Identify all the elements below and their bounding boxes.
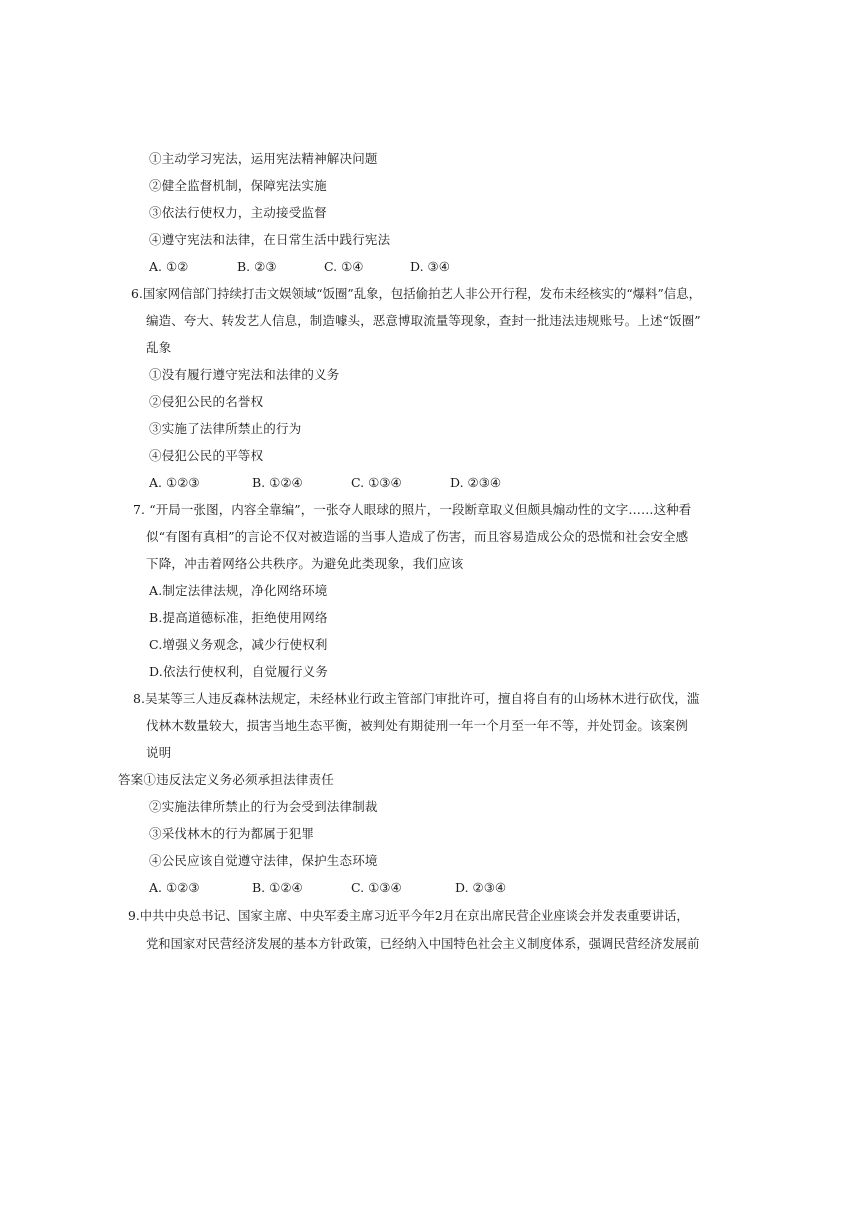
q5-item-1: ①主动学习宪法，运用宪法精神解决问题 — [149, 151, 378, 166]
q5-option-d: D. ③④ — [410, 259, 450, 274]
q8-option-d: D. ②③④ — [455, 880, 507, 895]
q6-stem-line-3: 乱象 — [146, 340, 172, 355]
q6-stem-line-1: 6.国家网信部门持续打击文娱领域“饭圈”乱象，包括偷拍艺人非公开行程，发布未经核实的“爆料”信息， — [131, 286, 701, 301]
q5-option-c: C. ①④ — [324, 259, 364, 274]
q6-item-1: ①没有履行遵守宪法和法律的义务 — [149, 367, 340, 382]
q8-item-4: ④公民应该自觉遵守法律，保护生态环境 — [149, 853, 378, 868]
q8-option-c: C. ①③④ — [351, 880, 402, 895]
q6-option-a: A. ①②③ — [149, 475, 200, 490]
q7-stem-line-3: 下降，冲击着网络公共秩序。为避免此类现象，我们应该 — [146, 556, 464, 571]
q8-item-1: 答案①违反法定义务必须承担法律责任 — [118, 772, 334, 787]
q6-item-2: ②侵犯公民的名誉权 — [149, 394, 264, 409]
q6-options — [149, 475, 529, 491]
q9-stem-line-2: 党和国家对民营经济发展的基本方针政策，已经纳入中国特色社会主义制度体系，强调民营经济发展前 — [146, 937, 700, 951]
q5-option-a: A. ①② — [149, 259, 189, 274]
q7-stem-line-1: 7. “开局一张图，内容全靠编”，一张夺人眼球的照片，一段断章取义但颇具煽动性的文字……这种看 — [133, 502, 692, 517]
q6-option-c: C. ①③④ — [351, 475, 402, 490]
q8-item-3: ③采伐林木的行为都属于犯罪 — [149, 826, 315, 841]
q6-stem-line-2: 编造、夸大、转发艺人信息，制造噱头，恶意博取流量等现象，查封一批违法违规账号。上述“饭圈” — [146, 313, 701, 328]
q8-stem-line-3: 说明 — [146, 745, 172, 760]
q6-option-b: B. ①②④ — [252, 475, 303, 490]
q7-option-d: D.依法行使权利，自觉履行义务 — [149, 664, 329, 679]
q8-options — [149, 880, 529, 896]
q8-option-a: A. ①②③ — [149, 880, 200, 895]
q8-option-b: B. ①②④ — [252, 880, 303, 895]
q5-item-4: ④遵守宪法和法律，在日常生活中践行宪法 — [149, 232, 391, 247]
q7-stem-line-2: 似“有图有真相”的言论不仅对被造谣的当事人造成了伤害，而且容易造成公众的恐慌和社会安全感 — [146, 529, 689, 544]
q9-stem-line-1: 9.中共中央总书记、国家主席、中央军委主席习近平今年2月在京出席民营企业座谈会并发表重要讲话， — [128, 909, 689, 923]
q5-options — [149, 259, 489, 275]
q5-item-2: ②健全监督机制，保障宪法实施 — [149, 178, 327, 193]
q5-item-3: ③依法行使权力，主动接受监督 — [149, 205, 327, 220]
q8-stem-line-1: 8.吴某等三人违反森林法规定，未经林业行政主管部门审批许可，擅自将自有的山场林木进行砍伐，滥 — [133, 691, 700, 706]
q7-option-a: A.制定法律法规，净化网络环境 — [149, 583, 328, 598]
q5-option-b: B. ②③ — [237, 259, 277, 274]
q7-option-b: B.提高道德标准，拒绝使用网络 — [149, 610, 328, 625]
q7-option-c: C.增强义务观念，减少行使权利 — [149, 637, 328, 652]
q8-stem-line-2: 伐林木数量较大，损害当地生态平衡，被判处有期徒刑一年一个月至一年不等，并处罚金。该案例 — [146, 718, 688, 733]
q8-item-2: ②实施法律所禁止的行为会受到法律制裁 — [149, 799, 378, 814]
q6-option-d: D. ②③④ — [450, 475, 502, 490]
q6-item-4: ④侵犯公民的平等权 — [149, 448, 264, 463]
q6-item-3: ③实施了法律所禁止的行为 — [149, 421, 302, 436]
